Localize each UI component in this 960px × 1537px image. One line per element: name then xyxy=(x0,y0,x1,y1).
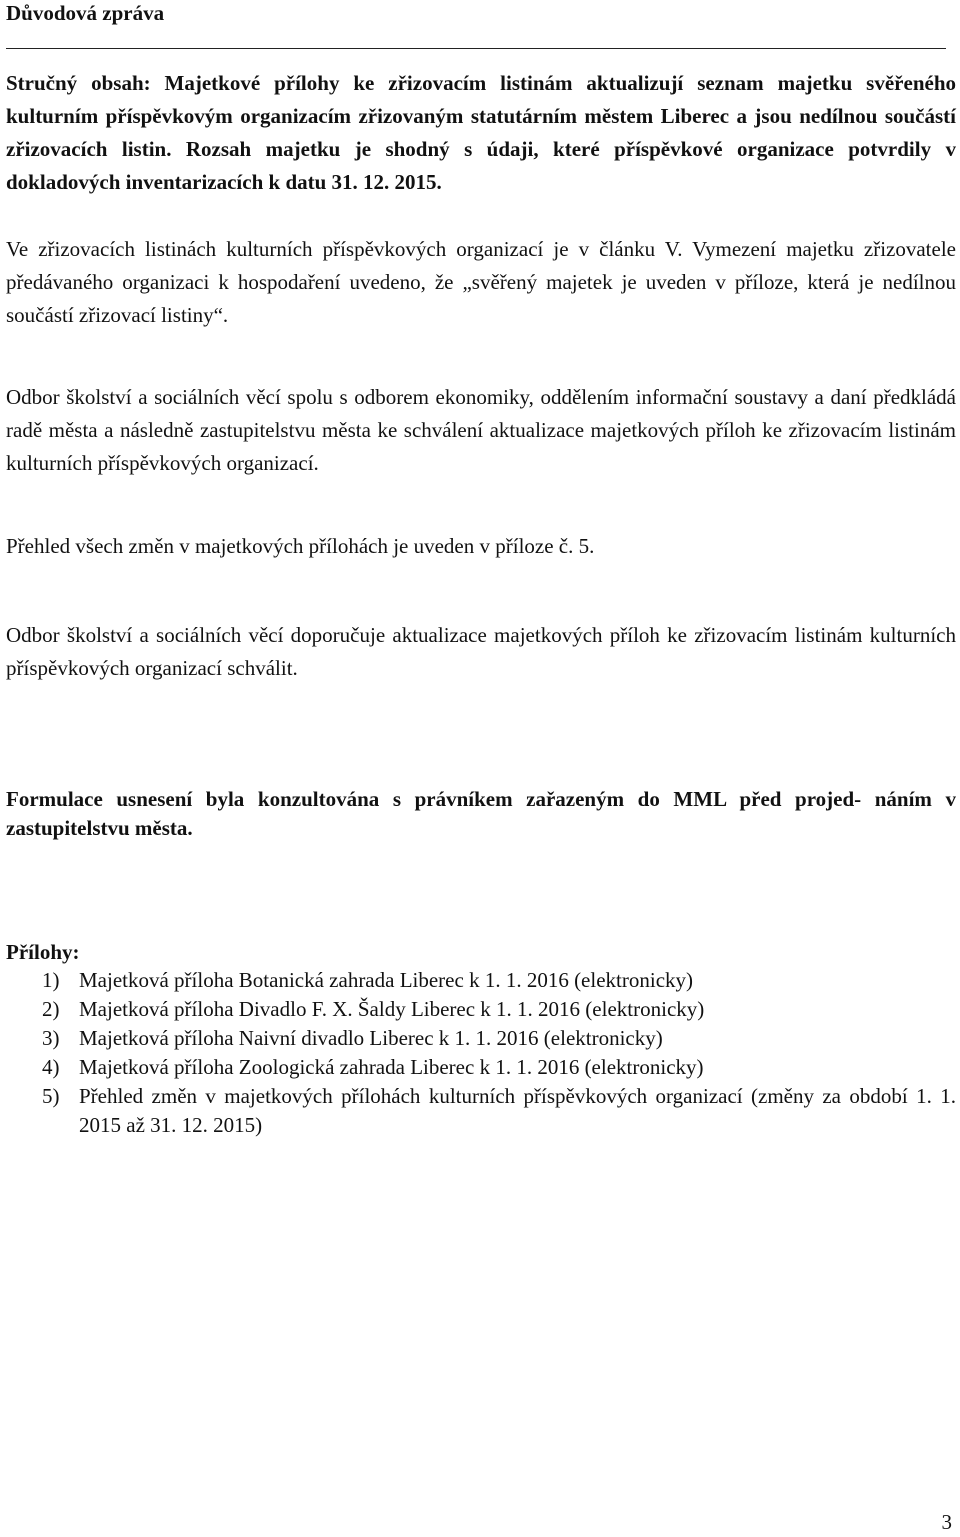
document-title: Důvodová zpráva xyxy=(6,1,165,25)
attachment-number: 1) xyxy=(42,968,60,992)
paragraph-changes-overview: Přehled všech změn v majetkových přílohách je uveden v příloze č. 5. xyxy=(6,534,595,558)
paragraph-recommendation: Odbor školství a sociálních věcí doporučuje aktualizace majetkových příloh ke zřizovacím listinám kulturních příspěvkových organizací schválit. xyxy=(6,623,956,680)
attachment-text: Majetková příloha Divadlo F. X. Šaldy Liberec k 1. 1. 2016 (elektronicky) xyxy=(79,997,705,1021)
paragraph-legal-consultation: Formulace usnesení byla konzultována s právníkem zařazeným do MML před projed- náním v zastupitelstvu města. xyxy=(6,787,956,840)
document-page xyxy=(6,0,956,1140)
attachments-list xyxy=(6,966,956,1140)
attachment-number: 3) xyxy=(42,1026,60,1050)
paragraph-department-proposal: Odbor školství a sociálních věcí spolu s odborem ekonomiky, oddělením informační soustavy a daní předkládá radě města a následně zastupitelstvu města ke schválení aktualizace majetkových příloh ke zřizovacím listinám kulturních příspěvkových organizací. xyxy=(6,385,956,475)
attachment-item xyxy=(6,1082,956,1140)
summary-paragraph xyxy=(6,67,956,199)
attachment-item xyxy=(6,966,956,995)
attachment-item xyxy=(6,995,956,1024)
attachment-text: Majetková příloha Botanická zahrada Liberec k 1. 1. 2016 (elektronicky) xyxy=(79,968,694,992)
attachment-text: Přehled změn v majetkových přílohách kulturních příspěvkových organizací (změny za období 1. 1. 2015 až 31. 12. 2015) xyxy=(79,1084,956,1137)
attachments-heading: Přílohy: xyxy=(6,940,80,964)
attachment-number: 5) xyxy=(42,1084,60,1108)
summary-text: Majetkové přílohy ke zřizovacím listinám aktualizují seznam majetku svěřeného kulturním příspěvkovým organizacím zřizovaným statutárním městem Liberec a jsou nedílnou součástí zřizovacích listin. Rozsah majetku je shodný s údaji, které příspěvkové organizace potvrdily v dokladových inventarizacích k datu 31. 12. 2015. xyxy=(6,71,956,194)
title-divider xyxy=(6,48,946,49)
paragraph-founding-documents: Ve zřizovacích listinách kulturních příspěvkových organizací je v článku V. Vymezení majetku zřizovatele předávaného organizaci k hospodaření uvedeno, že „svěřený majetek je uveden v příloze, která je nedílnou součástí zřizovací listiny“. xyxy=(6,237,956,327)
attachment-number: 2) xyxy=(42,997,60,1021)
attachment-item xyxy=(6,1053,956,1082)
attachment-number: 4) xyxy=(42,1055,60,1079)
attachment-text: Majetková příloha Naivní divadlo Liberec k 1. 1. 2016 (elektronicky) xyxy=(79,1026,663,1050)
summary-label: Stručný obsah: xyxy=(6,71,151,95)
page-number: 3 xyxy=(941,1510,952,1534)
attachment-text: Majetková příloha Zoologická zahrada Liberec k 1. 1. 2016 (elektronicky) xyxy=(79,1055,704,1079)
attachment-item xyxy=(6,1024,956,1053)
